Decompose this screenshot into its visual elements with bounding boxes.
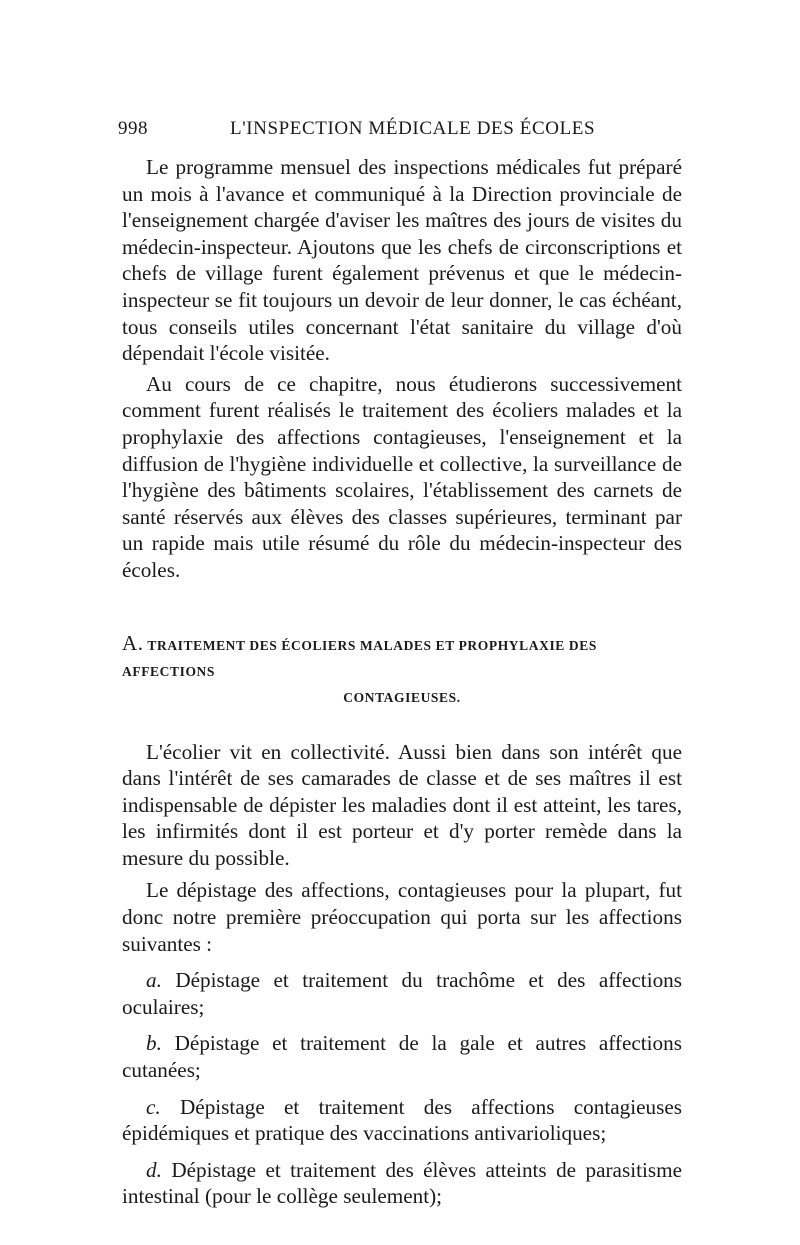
paragraph-chapter-outline: Au cours de ce chapitre, nous étudierons successivement comment furent réalisés le traitement des écoliers malades et la prophylaxie des affections contagieuses, l'enseignement et la diffusion de l'hygiène individuelle et collective, la surveillance de l'hygiène des bâtiments scolaires, l'établissement des carnets de santé réservés aux élèves des classes supérieures, terminant par un rapide mais utile résumé du rôle du médecin-inspecteur des écoles.	[122, 371, 682, 582]
paragraph-collectivity: L'écolier vit en collectivité. Aussi bien dans son intérêt que dans l'intérêt de ses camarades de classe et de ses maîtres il est indispensable de dépister les maladies dont il est atteint, les tares, les infirmités dont il est porteur et d'y porter remède dans la mesure du possible.	[122, 739, 682, 870]
section-title-line-1: TRAITEMENT DES ÉCOLIERS MALADES ET PROPHYLAXIE DES AFFECTIONS	[122, 637, 597, 679]
list-item-b	[122, 1030, 682, 1083]
section-letter: A.	[122, 630, 144, 655]
paragraph-screening: Le dépistage des affections, contagieuses pour la plupart, fut donc notre première préoccupation qui porta sur les affections suivantes :	[122, 878, 682, 956]
running-title: L'INSPECTION MÉDICALE DES ÉCOLES	[230, 118, 596, 139]
page-number: 998	[118, 118, 148, 139]
list-text: Dépistage et traitement des élèves atteints de parasitisme intestinal (pour le collège seulement);	[122, 1157, 682, 1209]
section-heading	[122, 630, 682, 711]
running-head	[118, 112, 682, 148]
list-marker: b.	[146, 1031, 162, 1056]
list-item-a	[122, 967, 682, 1020]
list-item-c	[122, 1094, 682, 1147]
section-title-line-2: CONTAGIEUSES.	[343, 689, 461, 705]
book-page	[118, 112, 683, 1210]
list-marker: d.	[146, 1157, 162, 1182]
list-text: Dépistage et traitement de la gale et autres affections cutanées;	[122, 1031, 682, 1083]
list-marker: a.	[146, 968, 162, 993]
list-text: Dépistage et traitement du trachôme et des affections oculaires;	[122, 968, 683, 1019]
section-heading-line-1	[122, 630, 682, 685]
list-text: Dépistage et traitement des affections contagieuses épidémiques et pratique des vaccinations antivarioliques;	[122, 1094, 683, 1146]
list-item-d	[122, 1157, 682, 1210]
paragraph-inspection-schedule: Le programme mensuel des inspections médicales fut préparé un mois à l'avance et communiqué à la Direction provinciale de l'enseignement chargée d'aviser les maîtres des jours de visites du médecin-inspecteur. Ajoutons que les chefs de circonscriptions et chefs de village furent également prévenus et que le médecin-inspecteur se fit toujours un devoir de leur donner, le cas échéant, tous conseils utiles concernant l'état sanitaire du village d'où dépendait l'école visitée.	[122, 155, 682, 366]
list-marker: c.	[146, 1094, 161, 1119]
